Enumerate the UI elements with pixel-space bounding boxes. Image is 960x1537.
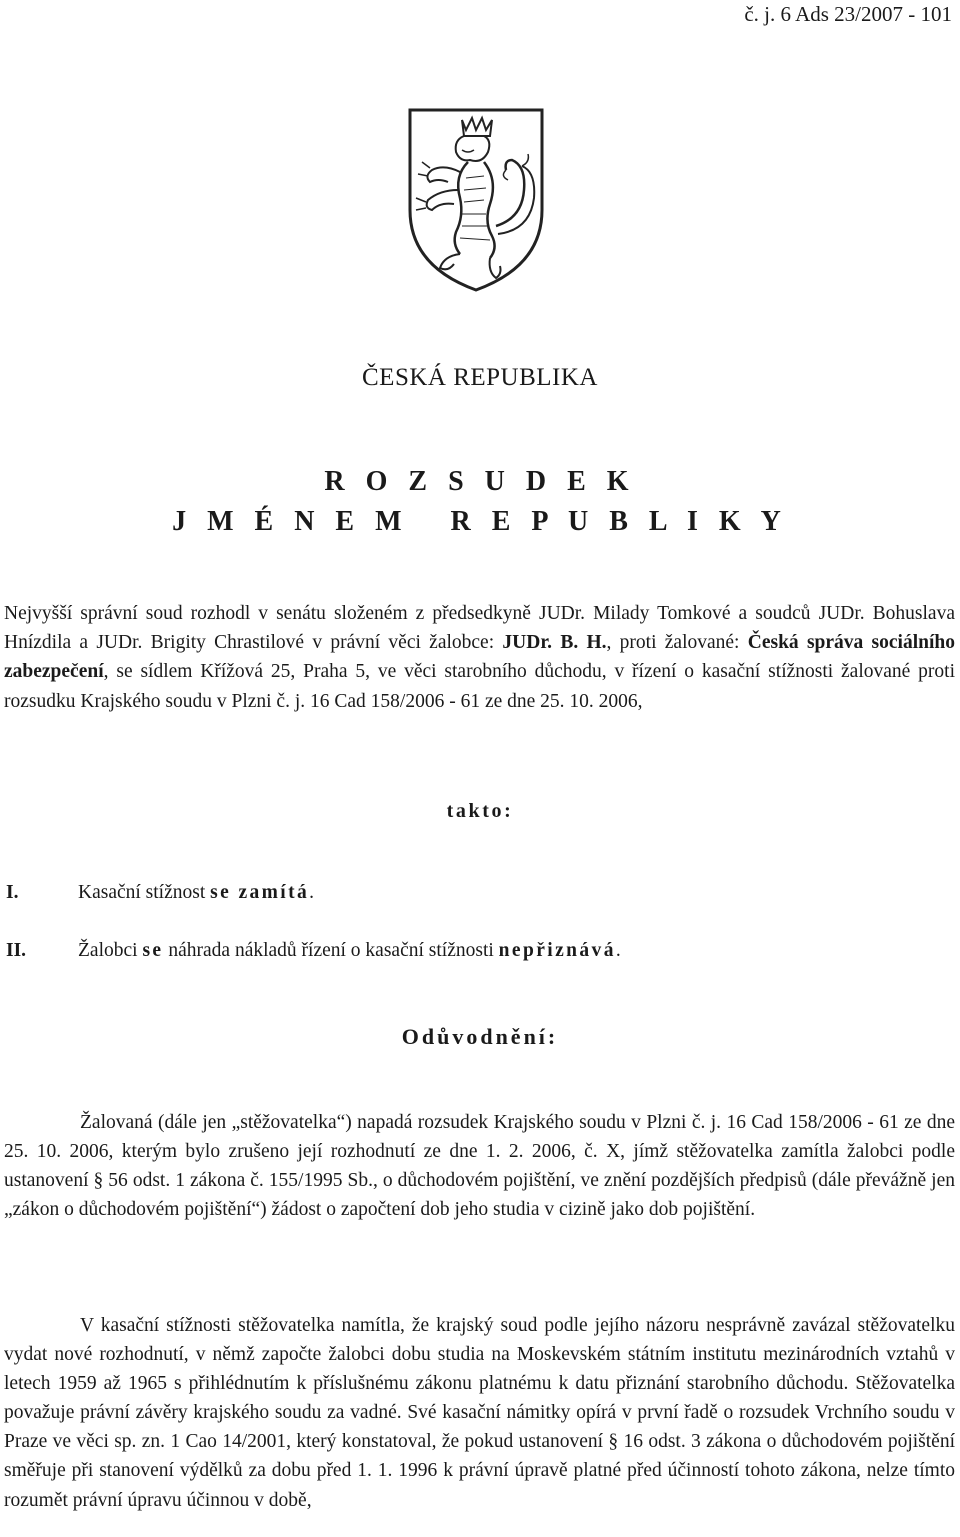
intro-text-2: , proti žalované: [606, 632, 748, 654]
ruling-text: Kasační stížnost [78, 882, 211, 903]
ruling-item-1 [6, 882, 314, 904]
intro-text-1: Nejvyšší správní soud rozhodl v senátu složeném z předsedkyně JUDr. Milady Tomkové a soudců JUDr. Bohuslava Hnízdila a JUDr. Brigity Chrastilové v právní věci žalobce: [4, 603, 955, 654]
reasoning-paragraph-1: Žalovaná (dále jen „stěžovatelka“) napadá rozsudek Krajského soudu v Plzni č. j. 16 Cad 158/2006 - 61 ze dne 25. 10. 2006, kterým bylo zrušeno její rozhodnutí ze dne 1. 2. 2006, č. X, jímž stěžovatelka zamítla žalobci podle ustanovení § 56 odst. 1 zákona č. 155/1995 Sb., o důchodovém pojištění, ve znění pozdějších předpisů (dále převážně jen „zákon o důchodovém pojištění“) žádost o započtení dob jeho studia v cizině jako dob pojištění. [4, 1112, 955, 1221]
takto-heading: takto: [446, 800, 514, 822]
verdict-title: R O Z S U D E K [324, 466, 636, 497]
intro-text-3: , se sídlem Křížová 25, Praha 5, ve věci starobního důchodu, v řízení o kasační stížnosti žalované proti rozsudku Krajského soudu v Plzni č. j. 16 Cad 158/2006 - 61 ze dne 25. 10. 2006, [4, 661, 955, 712]
ruling-period: . [309, 882, 315, 903]
reasoning-paragraph-2: V kasační stížnosti stěžovatelka namítla, že krajský soud podle jejího názoru nesprávně zavázal stěžovatelku vydat nové rozhodnutí, v němž započte žalobci dobu studia na Moskevském státním institutu mezinárodních vztahů v letech 1959 až 1965 s přihlédnutím k příslušnému zákonu platnému k datu přiznání starobního důchodu. Stěžovatelka považuje právní závěry krajského soudu za vadné. Své kasační námitky opírá v první řadě o rozsudek Vrchního soudu v Praze ve věci sp. zn. 1 Cao 14/2001, který konstatoval, že pokud ustanovení § 16 odst. 3 zákona o důchodovém pojištění směřuje při stanovení výdělků za dobu před 1. 1. 1996 k právní úpravě platné před účinností tohoto zákona, nelze tímto rozumět právní úpravu účinnou v době, [4, 1315, 955, 1511]
ruling-item-2 [6, 940, 621, 962]
czech-lion-coat-of-arms-icon [404, 106, 548, 294]
ruling-text-mid: náhrada nákladů řízení o kasační stížnosti [163, 940, 499, 961]
country-title: ČESKÁ REPUBLIKA [362, 364, 598, 391]
defendant-name: Česká správa sociálního zabezpečení [4, 632, 955, 683]
ruling-decision-se: se [142, 940, 164, 961]
ruling-number: II. [6, 940, 27, 961]
ruling-period: . [615, 940, 621, 961]
plaintiff-name: JUDr. B. H. [502, 632, 607, 654]
ruling-text: Žalobci [78, 940, 143, 961]
ruling-decision: se zamítá [210, 882, 310, 903]
case-reference: č. j. 6 Ads 23/2007 - 101 [744, 2, 952, 26]
reasoning-heading: Odůvodnění: [401, 1024, 559, 1049]
ruling-number: I. [6, 882, 19, 903]
intro-paragraph [4, 599, 955, 716]
ruling-decision: nepřiznává [498, 940, 616, 961]
verdict-subtitle: J M É N E M R E P U B L I K Y [172, 506, 788, 537]
